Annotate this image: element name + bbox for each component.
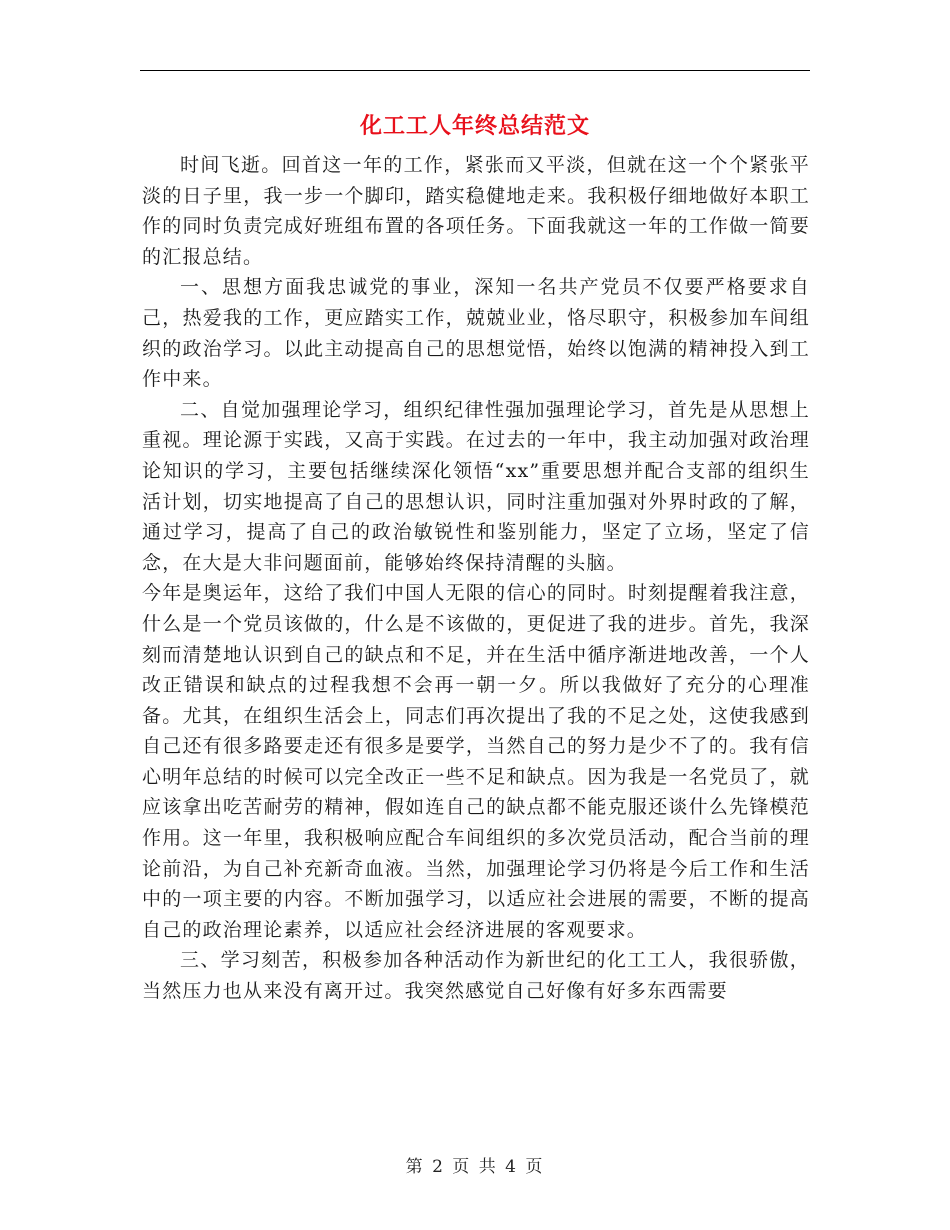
page-number: 第 2 页 共 4 页 (405, 1157, 545, 1177)
document-body (142, 150, 810, 1007)
paragraph-olympic-year: 今年是奥运年，这给了我们中国人无限的信心的同时。时刻提醒着我注意，什么是一个党员该做的，什么是不该做的，更促进了我的进步。首先，我深刻而清楚地认识到自己的缺点和不足，并在生活中循序渐进地改善，一个人改正错误和缺点的过程我想不会再一朝一夕。所以我做好了充分的心理准备。尤其，在组织生活会上，同志们再次提出了我的不足之处，这使我感到自己还有很多路要走还有很多是要学，当然自己的努力是少不了的。我有信心明年总结的时候可以完全改正一些不足和缺点。因为我是一名党员了，就应该拿出吃苦耐劳的精神，假如连自己的缺点都不能克服还谈什么先锋模范作用。这一年里，我积极响应配合车间组织的多次党员活动，配合当前的理论前沿，为自己补充新奇血液。当然，加强理论学习仍将是今后工作和生活中的一项主要的内容。不断加强学习，以适应社会进展的需要，不断的提高自己的政治理论素养，以适应社会经济进展的客观要求。 (142, 582, 810, 941)
header-rule (140, 70, 810, 71)
paragraph-hard-study: 三、学习刻苦，积极参加各种活动作为新世纪的化工工人，我很骄傲，当然压力也从来没有离开过。我突然感觉自己好像有好多东西需要 (142, 949, 810, 1003)
paragraph-ideology: 一、思想方面我忠诚党的事业，深知一名共产党员不仅要严格要求自己，热爱我的工作，更应踏实工作，兢兢业业，恪尽职守，积极参加车间组织的政治学习。以此主动提高自己的思想觉悟，始终以饱满的精神投入到工作中来。 (142, 276, 810, 391)
paragraph-intro: 时间飞逝。回首这一年的工作，紧张而又平淡，但就在这一个个紧张平淡的日子里，我一步一个脚印，踏实稳健地走来。我积极仔细地做好本职工作的同时负责完成好班组布置的各项任务。下面我就这一年的工作做一简要的汇报总结。 (142, 154, 810, 268)
document-title: 化工工人年终总结范文 (359, 113, 590, 139)
paragraph-theory-study: 二、自觉加强理论学习，组织纪律性强加强理论学习，首先是从思想上重视。理论源于实践，又高于实践。在过去的一年中，我主动加强对政治理论知识的学习，主要包括继续深化领悟“xx”重要思想并配合支部的组织生活计划，切实地提高了自己的思想认识，同时注重加强对外界时政的了解，通过学习，提高了自己的政治敏锐性和鉴别能力，坚定了立场，坚定了信念，在大是大非问题面前，能够始终保持清醒的头脑。 (142, 398, 810, 574)
